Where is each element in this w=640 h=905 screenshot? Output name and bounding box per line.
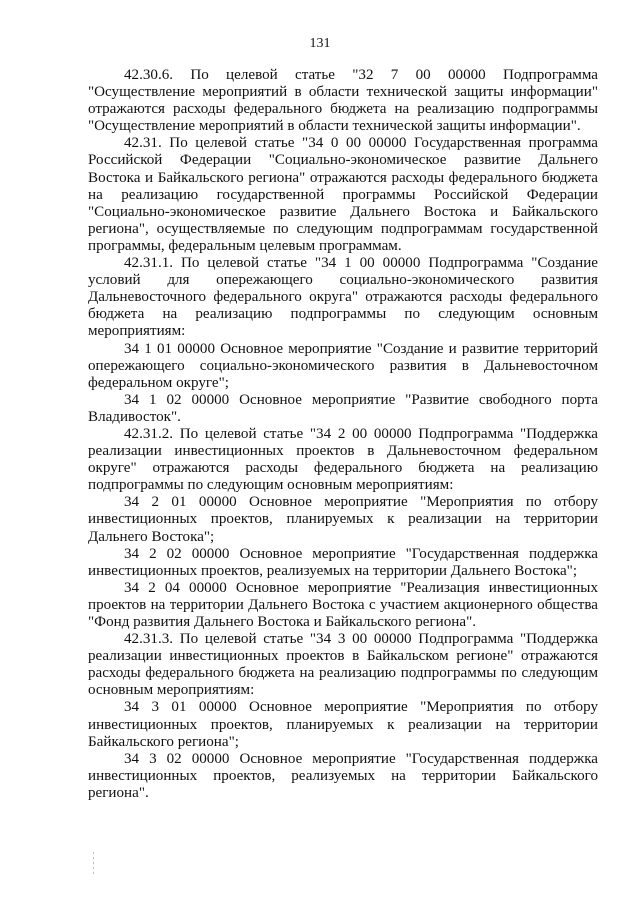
page-number: 131 [309, 36, 331, 51]
paragraph-34-2-04: 34 2 04 00000 Основное мероприятие "Реализация инвестиционных проектов на территории Дальнего Востока с участием акционерного общества "Фонд развития Дальнего Востока и Байкальского региона". [88, 579, 598, 630]
paragraph-42-31-2: 42.31.2. По целевой статье "34 2 00 00000 Подпрограмма "Поддержка реализации инвестиционных проектов в Дальневосточном федеральном округе" отражаются расходы федерального бюджета на реализацию подпрограммы по следующим основным мероприятиям: [88, 425, 598, 494]
paragraph-34-1-02: 34 1 02 00000 Основное мероприятие "Развитие свободного порта Владивосток". [88, 391, 598, 425]
paragraph-42-30-6: 42.30.6. По целевой статье "32 7 00 00000 Подпрограмма "Осуществление мероприятий в области технической защиты информации" отражаются расходы федерального бюджета на реализацию подпрограммы "Осуществление мероприятий в области технической защиты информации". [88, 67, 598, 135]
paragraph-34-3-02: 34 3 02 00000 Основное мероприятие "Государственная поддержка инвестиционных проектов, реализуемых на территории Байкальского региона". [88, 750, 598, 801]
paragraph-42-31-1: 42.31.1. По целевой статье "34 1 00 00000 Подпрограмма "Создание условий для опережающего социально-экономического развития Дальневосточного федерального округа" отражаются расходы федерального бюджета на реализацию подпрограммы по следующим основным мероприятиям: [88, 255, 598, 340]
paragraph-42-31: 42.31. По целевой статье "34 0 00 00000 Государственная программа Российской Федерации "Социально-экономическое развитие Дальнего Востока и Байкальского региона" отражаются расходы федерального бюджета на реализацию государственной программы Российской Федерации "Социально-экономическое развитие Дальнего Востока и Байкальского региона", осуществляемые по следующим подпрограммам государственной программы, федеральным целевым программам. [88, 135, 598, 254]
scan-edge-mark [93, 852, 94, 876]
paragraph-34-1-01: 34 1 01 00000 Основное мероприятие "Создание и развитие территорий опережающего социально-экономического развития в Дальневосточном федеральном округе"; [88, 340, 598, 391]
paragraph-42-31-3: 42.31.3. По целевой статье "34 3 00 00000 Подпрограмма "Поддержка реализации инвестиционных проектов в Байкальском регионе" отражаются расходы федерального бюджета на реализацию подпрограммы по следующим основным мероприятиям: [88, 631, 598, 699]
paragraph-34-3-01: 34 3 01 00000 Основное мероприятие "Мероприятия по отбору инвестиционных проектов, планируемых к реализации на территории Байкальского региона"; [88, 699, 598, 750]
paragraph-34-2-01: 34 2 01 00000 Основное мероприятие "Мероприятия по отбору инвестиционных проектов, планируемых к реализации на территории Дальнего Востока"; [88, 494, 598, 545]
document-body [88, 67, 598, 802]
paragraph-34-2-02: 34 2 02 00000 Основное мероприятие "Государственная поддержка инвестиционных проектов, реализуемых на территории Дальнего Востока"; [88, 545, 598, 579]
